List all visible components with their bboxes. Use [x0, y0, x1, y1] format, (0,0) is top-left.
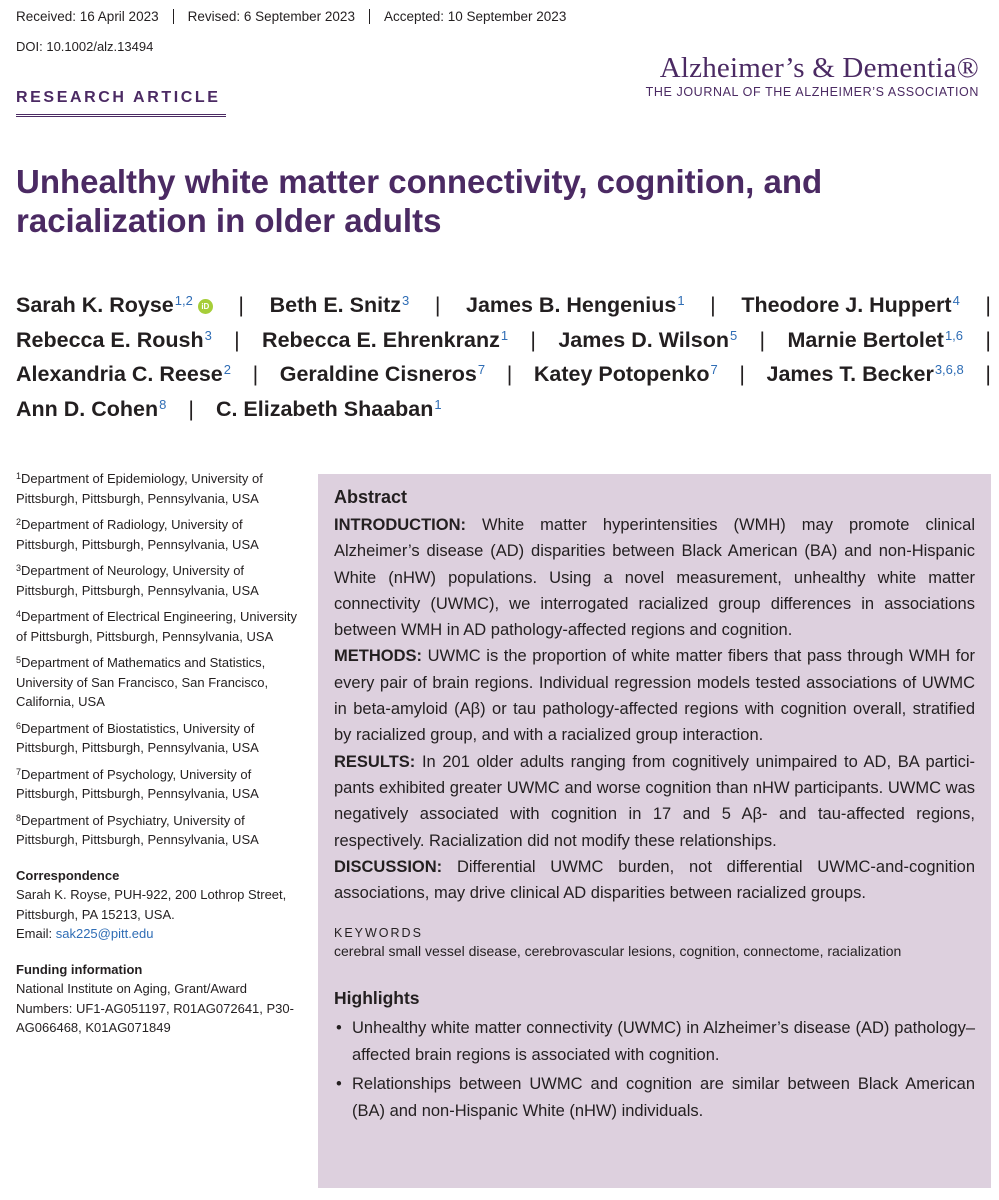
author[interactable]: Sarah K. Royse$^{1,2}$ iD: [16, 288, 213, 323]
doi: DOI: 10.1002/alz.13494: [16, 39, 154, 54]
abstract-methods: METHODS: UWMC is the proportion of white matter fibers that pass through WMH for every pair of brain regions. Individual regression models tested associations of UWMC in beta-amyloid (Aβ) or tau pathology-affected regions with cognition overall, stratified by racialized group, and with a racialized group interaction.: [334, 647, 975, 745]
funding-heading: Funding information: [16, 961, 143, 977]
author-separator: |: [434, 293, 441, 317]
author-row: [16, 392, 991, 427]
revised-date: Revised: 6 September 2023: [173, 9, 369, 24]
author[interactable]: Beth E. Snitz$^3$: [269, 293, 410, 317]
author-separator: |: [710, 293, 716, 317]
highlights-list: [334, 1015, 975, 1125]
affiliation: $^1$Department of Epidemiology, University of Pittsburgh, Pittsburgh, Pennsylvania, USA: [16, 471, 263, 506]
article-type-rule: [16, 114, 226, 117]
author[interactable]: Marnie Bertolet$^{1,6}$: [787, 327, 964, 352]
abstract-heading: Abstract: [334, 487, 408, 507]
author[interactable]: Geraldine Cisneros$^7$: [279, 362, 486, 386]
author-separator: |: [985, 362, 991, 386]
correspondence-email-line: Email: sak225@pitt.edu: [16, 926, 154, 941]
affiliation: $^8$Department of Psychiatry, University of Pittsburgh, Pittsburgh, Pennsylvania, USA: [16, 812, 259, 847]
affiliations-column: [16, 469, 301, 1038]
author-list: [16, 288, 991, 426]
funding-text: National Institute on Aging, Grant/Award Numbers: UF1-AG051197, R01AG072641, P30-AG066468, K01AG071849: [16, 981, 294, 1035]
article-dates: [16, 9, 580, 24]
correspondence-heading: Correspondence: [16, 867, 120, 883]
keywords-heading: KEYWORDS: [334, 926, 423, 941]
author[interactable]: Theodore J. Huppert$^4$: [741, 293, 960, 317]
author[interactable]: Ann D. Cohen$^8$: [16, 396, 167, 421]
keywords-text: cerebral small vessel disease, cerebrovascular lesions, cognition, connectome, racialization: [334, 943, 902, 960]
journal-subtitle: THE JOURNAL OF THE ALZHEIMER’S ASSOCIATION: [645, 85, 979, 99]
author[interactable]: James T. Becker$^{3,6,8}$: [766, 362, 964, 386]
email-link[interactable]: sak225@pitt.edu: [55, 926, 154, 941]
author[interactable]: James D. Wilson$^5$: [558, 327, 738, 352]
author[interactable]: Alexandria C. Reese$^2$: [16, 362, 231, 386]
author[interactable]: Rebecca E. Roush$^3$: [16, 327, 212, 352]
author-row: [16, 323, 991, 358]
affiliation: $^4$Department of Electrical Engineering, University of Pittsburgh, Pittsburgh, Pennsylvania, USA: [16, 609, 298, 644]
author-separator: |: [985, 327, 991, 352]
abstract-introduction: INTRODUCTION: White matter hyperintensities (WMH) may promote clinical Alzheimer’s disease (AD) disparities between Black American (BA) and non-Hispanic White (nHW) populations. Using a novel measurement, unhealthy white matter connectivity (UWMC), we interrogated racialized group differences in associations between WMH in AD pathology-affected regions and cognition.: [334, 516, 975, 640]
author[interactable]: C. Elizabeth Shaaban$^1$: [215, 396, 442, 421]
orcid-icon[interactable]: iD: [198, 299, 213, 314]
affiliation: $^5$Department of Mathematics and Statistics, University of San Francisco, San Francisco, California, USA: [16, 655, 269, 709]
author-row: [16, 288, 991, 323]
author-separator: |: [238, 293, 244, 317]
abstract-results: RESULTS: In 201 older adults ranging from cognitively unimpaired to AD, BA partici-pants exhibited greater UWMC and worse cognition than nHW participants. UWMC was negatively associated with cognition in 17 and 5 Aβ- and tau-affected regions, respectively. Racialization did not modify these relationships.: [334, 752, 975, 850]
accepted-date: Accepted: 10 September 2023: [369, 9, 580, 24]
correspondence-address: Sarah K. Royse, PUH-922, 200 Lothrop Street, Pittsburgh, PA 15213, USA.: [16, 887, 287, 922]
author-separator: |: [739, 362, 745, 386]
affiliation: $^2$Department of Radiology, University of Pittsburgh, Pittsburgh, Pennsylvania, USA: [16, 517, 259, 552]
affiliation: $^6$Department of Biostatistics, University of Pittsburgh, Pittsburgh, Pennsylvania, USA: [16, 720, 259, 755]
abstract-discussion: DISCUSSION: Differential UWMC burden, not differential UWMC-and-cognition associations, may drive clinical AD disparities between racialized groups.: [334, 857, 975, 903]
author-row: [16, 357, 991, 392]
received-date: Received: 16 April 2023: [16, 9, 159, 24]
highlight-item: • Unhealthy white matter connectivity (UWMC) in Alzheimer’s disease (AD) pathology–affected brain regions is associated with cognition.: [334, 1015, 975, 1069]
highlight-item: • Relationships between UWMC and cognition are similar between Black American (BA) and non-Hispanic White (nHW) individuals.: [334, 1071, 975, 1125]
abstract-box: [318, 474, 991, 1188]
author[interactable]: James B. Hengenius$^1$: [466, 293, 685, 317]
journal-logo: [646, 53, 979, 99]
journal-name: Alzheimer’s & Dementia®: [659, 52, 979, 84]
author-separator: |: [985, 293, 991, 317]
affiliation: $^3$Department of Neurology, University of Pittsburgh, Pittsburgh, Pennsylvania, USA: [16, 563, 259, 598]
author[interactable]: Katey Potopenko$^7$: [533, 362, 718, 386]
highlights-heading: Highlights: [334, 988, 420, 1009]
affiliation: $^7$Department of Psychology, University of Pittsburgh, Pittsburgh, Pennsylvania, USA: [16, 766, 259, 801]
author-separator: |: [530, 327, 536, 352]
article-type: RESEARCH ARTICLE: [16, 89, 221, 106]
author-separator: |: [252, 362, 259, 386]
author-separator: |: [506, 362, 513, 386]
author-separator: |: [759, 327, 766, 352]
author[interactable]: Rebecca E. Ehrenkranz$^1$: [262, 327, 509, 352]
article-title: Unhealthy white matter connectivity, cognition, and racialization in older adults: [16, 163, 823, 239]
author-separator: |: [188, 396, 194, 421]
author-separator: |: [234, 327, 240, 352]
